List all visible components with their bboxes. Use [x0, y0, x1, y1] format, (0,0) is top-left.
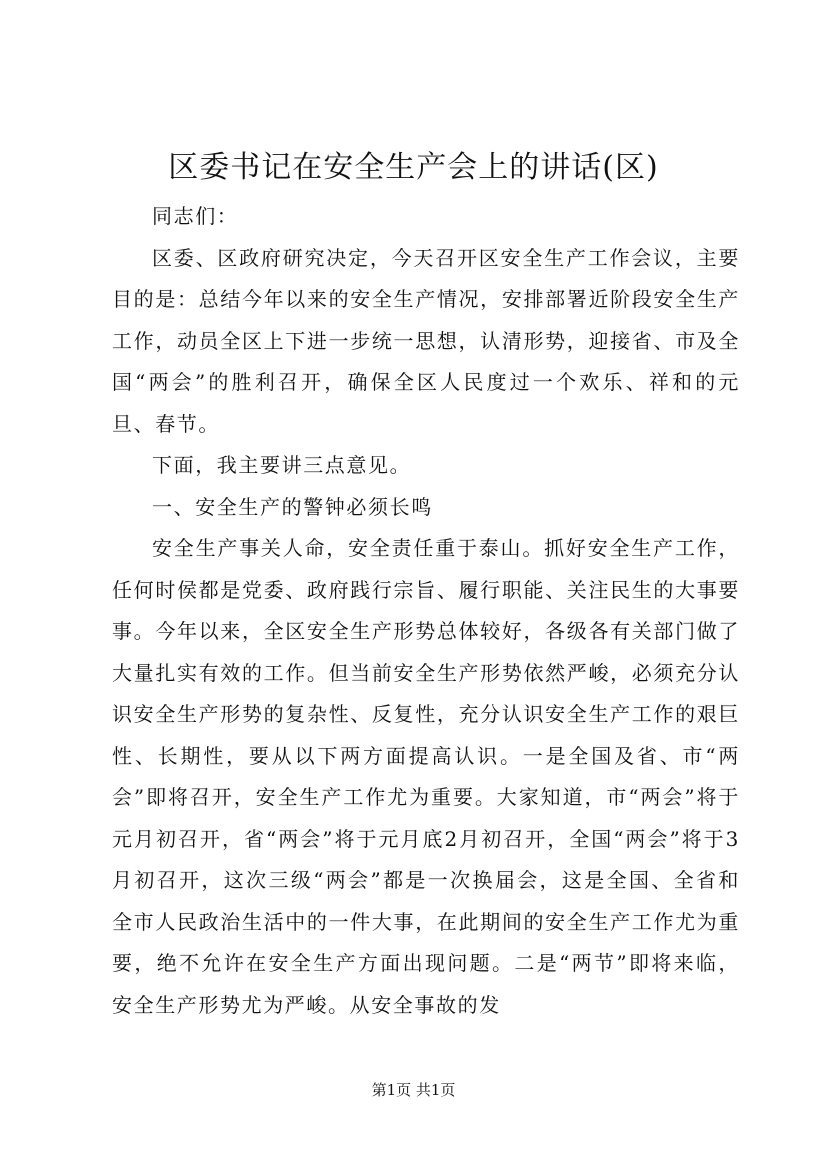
document-body	[112, 196, 740, 1026]
salutation: 同志们：	[152, 204, 239, 228]
paragraph-outline: 下面，我主要讲三点意见。	[152, 453, 412, 477]
document-title: 区委书记在安全生产会上的讲话(区)	[168, 150, 659, 185]
paragraph-section-1: 安全生产事关人命，安全责任重于泰山。抓好安全生产工作，任何时侯都是党委、政府践行宗旨、履行职能、关注民生的大事要事。今年以来，全区安全生产形势总体较好，各级各有关部门做了大量扎实有效的工作。但当前安全生产形势依然严峻，必须充分认识安全生产形势的复杂性、反复性，充分认识安全生产工作的艰巨性、长期性，要从以下两方面提高认识。一是全国及省、市“两会”即将召开，安全生产工作尤为重要。大家知道，市“两会”将于元月初召开，省“两会”将于元月底2月初召开，全国“两会”将于3月初召开，这次三级“两会”都是一次换届会，这是全国、全省和全市人民政治生活中的一件大事，在此期间的安全生产工作尤为重要，绝不允许在安全生产方面出现问题。二是“两节”即将来临，安全生产形势尤为严峻。从安全事故的发	[112, 536, 740, 1017]
paragraph-intro: 区委、区政府研究决定，今天召开区安全生产工作会议，主要目的是：总结今年以来的安全生产情况，安排部署近阶段安全生产工作，动员全区上下进一步统一思想，认清形势，迎接省、市及全国“两会”的胜利召开，确保全区人民度过一个欢乐、祥和的元旦、春节。	[112, 245, 740, 436]
section-heading-1: 一、安全生产的警钟必须长鸣	[152, 494, 433, 519]
page-footer: 第1页 共1页	[371, 1081, 456, 1099]
